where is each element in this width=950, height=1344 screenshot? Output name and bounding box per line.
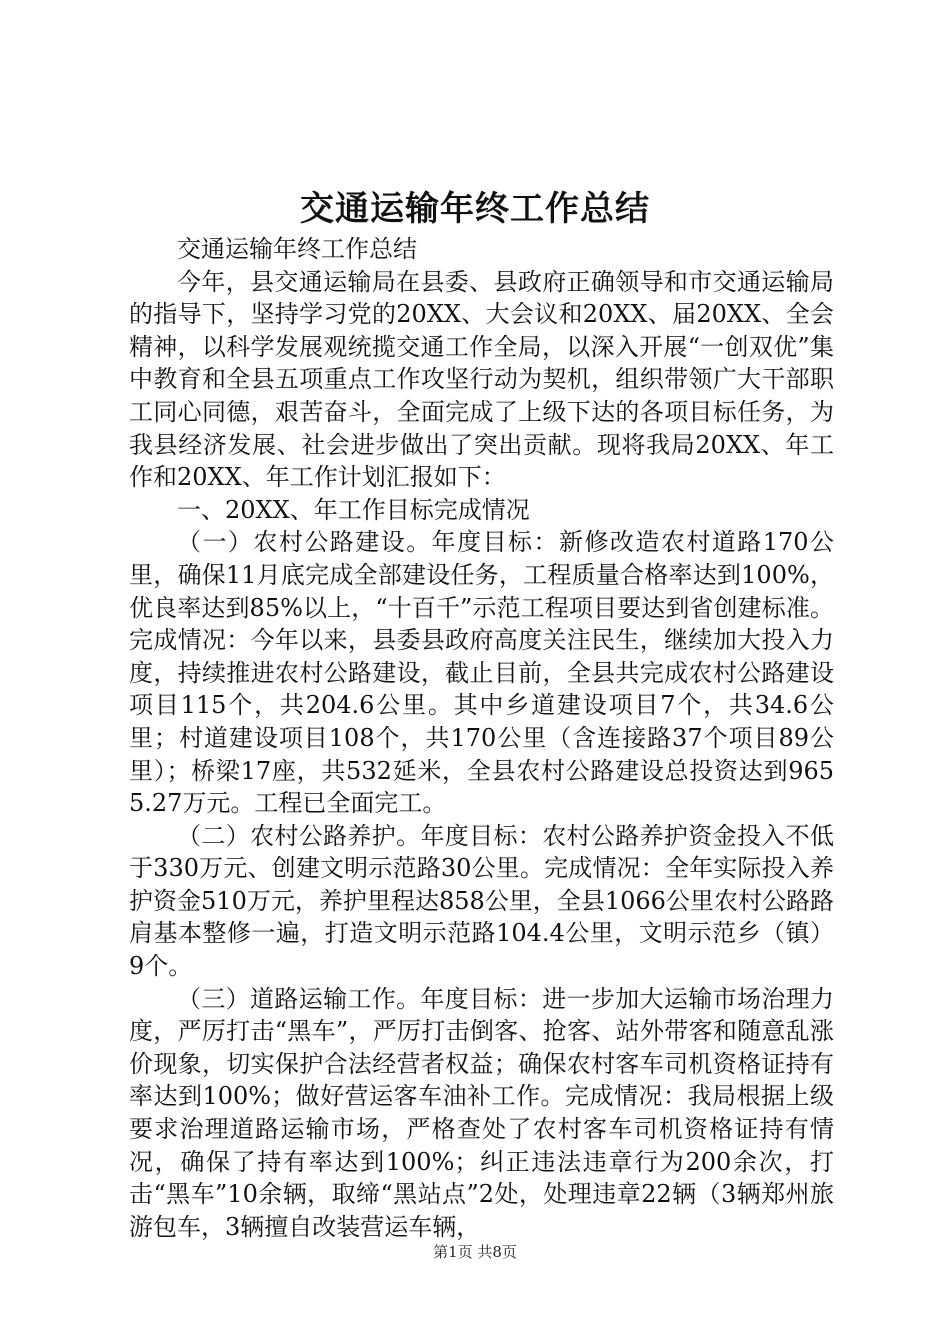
body-paragraph-heading: 交通运输年终工作总结 bbox=[177, 235, 417, 263]
document-body bbox=[129, 233, 834, 1243]
body-paragraph-road-transport: （三）道路运输工作。年度目标：进一步加大运输市场治理力度，严厉打击“黑车”，严厉打击倒客、抢客、站外带客和随意乱涨价现象，切实保护合法经营者权益；确保农村客车司机资格证持有率达到100%；做好营运客车油补工作。完成情况：我局根据上级要求治理道路运输市场，严格查处了农村客车司机资格证持有情况，确保了持有率达到100%；纠正违法违章行为200余次，打击“黑车”10余辆，取缔“黑站点”2处，处理违章22辆（3辆郑州旅游包车，3辆擅自改装营运车辆， bbox=[129, 984, 834, 1241]
section-heading: 一、20XX、年工作目标完成情况 bbox=[177, 495, 530, 524]
document-title: 交通运输年终工作总结 bbox=[300, 189, 650, 229]
page-footer: 第1页 共8页 bbox=[433, 1243, 517, 1261]
body-paragraph-rural-road-construction: （一）农村公路建设。年度目标：新修改造农村道路170公里，确保11月底完成全部建设任务，工程质量合格率达到100%，优良率达到85%以上，“十百千”示范工程项目要达到省创建标准。完成情况：今年以来，县委县政府高度关注民生，继续加大投入力度，持续推进农村公路建设，截止目前，全县共完成农村公路建设项目115个，共204.6公里。其中乡道建设项目7个，共34.6公里；村道建设项目108个，共170公里（含连接路37个项目89公里）；桥梁17座，共532延米，全县农村公路建设总投资达到9655.27万元。工程已全面完工。 bbox=[129, 528, 834, 818]
body-paragraph-rural-road-maintenance: （二）农村公路养护。年度目标：农村公路养护资金投入不低于330万元、创建文明示范路30公里。完成情况：全年实际投入养护资金510万元，养护里程达858公里，全县1066公里农村公路路肩基本整修一遍，打造文明示范路104.4公里，文明示范乡（镇）9个。 bbox=[129, 821, 834, 981]
body-paragraph-intro: 今年，县交通运输局在县委、县政府正确领导和市交通运输局的指导下，坚持学习党的20XX、大会议和20XX、届20XX、全会精神，以科学发展观统揽交通工作全局，以深入开展“一创双优”集中教育和全县五项重点工作攻坚行动为契机，组织带领广大干部职工同心同德，艰苦奋斗，全面完成了上级下达的各项目标任务，为我县经济发展、社会进步做出了突出贡献。现将我局20XX、年工作和20XX、年工作计划汇报如下： bbox=[129, 267, 834, 492]
